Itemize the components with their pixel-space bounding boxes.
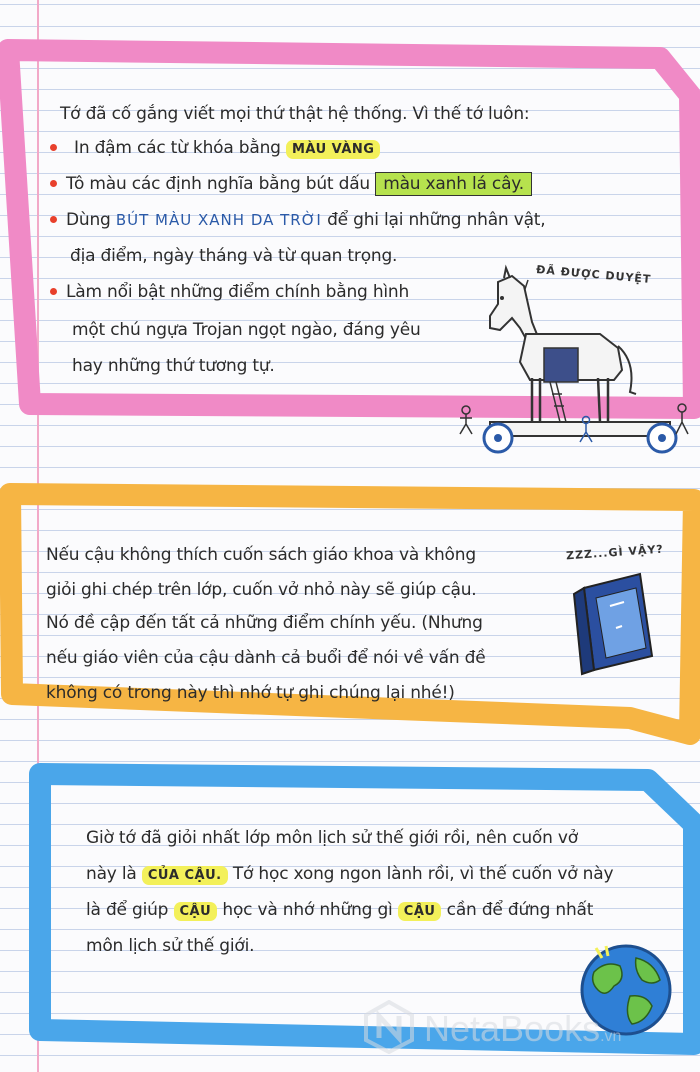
- book-label: ZZZ...GÌ VẬY?: [565, 542, 665, 563]
- box3-line2: [86, 864, 613, 886]
- box3-line3-highlight-1: CẬU: [174, 902, 218, 921]
- bullet2-text: [66, 174, 532, 194]
- bullet4-line1: Làm nổi bật những điểm chính bằng hình: [66, 282, 410, 302]
- box2-line2: giỏi ghi chép trên lớp, cuốn vở nhỏ này sẽ giúp cậu.: [46, 580, 477, 600]
- watermark: [362, 996, 692, 1060]
- box2-line5: không có trong này thì nhớ tự ghi chúng lại nhé!): [46, 683, 455, 703]
- horse-label: ĐÃ ĐƯỢC DUYỆT: [535, 262, 652, 287]
- box3-line3-mid: học và nhớ những gì: [222, 900, 393, 920]
- bullet3-pre: Dùng: [66, 210, 111, 230]
- box3-line2-pre: này là: [86, 864, 137, 884]
- bullet4-line2: một chú ngựa Trojan ngọt ngào, đáng yêu: [72, 320, 421, 340]
- box2-line4: nếu giáo viên của cậu dành cả buổi để nói về vấn đề: [46, 648, 486, 668]
- bullet-dot: [50, 180, 57, 187]
- bullet1-pre: In đậm các từ khóa bằng: [74, 138, 281, 158]
- bullet4-line3: hay những thứ tương tự.: [72, 356, 275, 376]
- bullet3-blue: BÚT MÀU XANH DA TRỜI: [115, 211, 322, 229]
- box3-line2-post: Tớ học xong ngon lành rồi, vì thế cuốn vở này: [232, 864, 614, 884]
- bullet3-line2: địa điểm, ngày tháng và từ quan trọng.: [70, 246, 398, 266]
- box3-line2-highlight: CỦA CẬU.: [142, 866, 228, 885]
- trojan-horse-icon: [440, 262, 695, 472]
- box1-intro: Tớ đã cố gắng viết mọi thứ thật hệ thống. Vì thế tớ luôn:: [60, 104, 530, 124]
- bullet2-highlight: màu xanh lá cây.: [375, 172, 532, 196]
- box3-line1: Giờ tớ đã giỏi nhất lớp môn lịch sử thế giới rồi, nên cuốn vở: [86, 828, 578, 848]
- box3-line3-pre: là để giúp: [86, 900, 169, 920]
- box3-line3-highlight-2: CẬU: [398, 902, 442, 921]
- bullet3-post: để ghi lại những nhân vật,: [327, 210, 546, 230]
- box3-line3-post: cần để đứng nhất: [446, 900, 594, 920]
- watermark-text: [424, 1008, 621, 1050]
- box2-line1: Nếu cậu không thích cuốn sách giáo khoa và không: [46, 545, 476, 565]
- bullet1-text: [74, 138, 380, 160]
- netabooks-logo-icon: [362, 1000, 416, 1054]
- watermark-brand: NetaBooks: [424, 1008, 601, 1049]
- sleepy-book-icon: [566, 566, 666, 678]
- bullet3-text: [66, 210, 545, 230]
- bullet-dot: [50, 288, 57, 295]
- bullet2-pre: Tô màu các định nghĩa bằng bút dấu: [66, 174, 370, 194]
- bullet1-highlight: MÀU VÀNG: [286, 140, 380, 159]
- box3-line4: môn lịch sử thế giới.: [86, 936, 255, 956]
- bullet-dot: [50, 144, 57, 151]
- box2-line3: Nó đề cập đến tất cả những điểm chính yếu. (Nhưng: [46, 613, 483, 633]
- box3-line3: [86, 900, 593, 922]
- watermark-suffix: .vn: [600, 1028, 622, 1045]
- bullet-dot: [50, 216, 57, 223]
